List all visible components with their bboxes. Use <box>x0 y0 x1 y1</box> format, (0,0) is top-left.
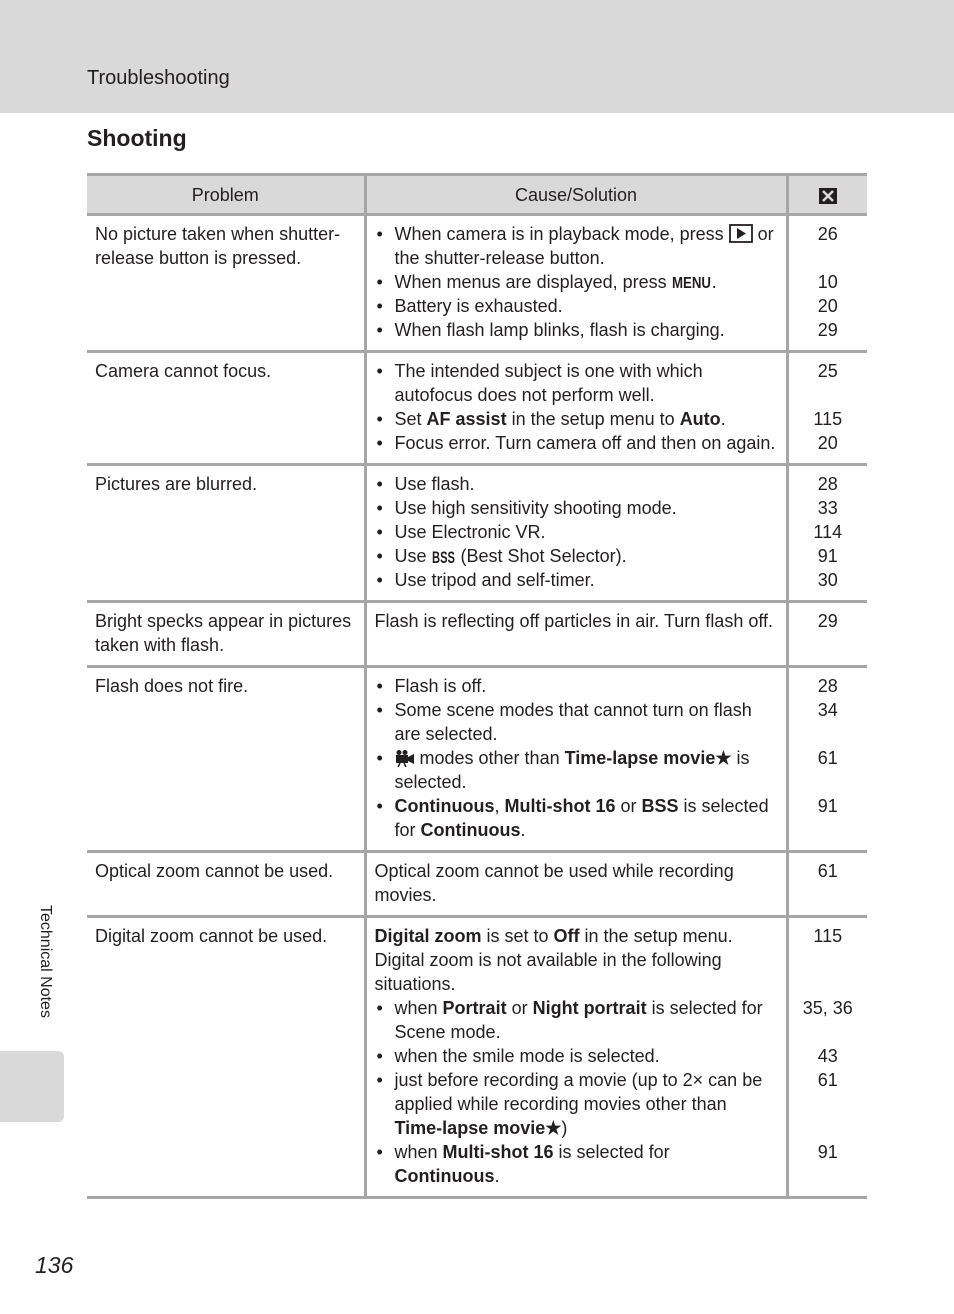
text-run: Use flash. <box>394 474 475 494</box>
table-row <box>87 917 867 1198</box>
text-run: . <box>520 820 526 840</box>
svg-text:BSS: BSS <box>431 548 455 565</box>
page-ref: 29 <box>817 320 838 340</box>
text-run: Battery is exhausted. <box>394 296 563 316</box>
page-ref: 61 <box>817 748 838 768</box>
table-row <box>87 602 867 667</box>
cause-cell <box>365 917 787 1198</box>
bold-term: Portrait <box>442 998 507 1018</box>
text-run: or <box>506 998 533 1018</box>
page-ref: 43 <box>817 1046 838 1066</box>
text-run: or <box>615 796 642 816</box>
page-ref: 114 <box>813 522 843 542</box>
problem-cell: Optical zoom cannot be used. <box>87 852 365 917</box>
list-item <box>375 1068 778 1140</box>
bss-icon <box>432 546 456 566</box>
text-run: when <box>394 998 443 1018</box>
text-run: in the setup menu to <box>506 409 680 429</box>
text-run: Flash is reflecting off particles in air. Turn flash off. <box>374 611 774 631</box>
list-item <box>375 407 778 431</box>
cause-cell <box>365 465 787 602</box>
page-ref: 20 <box>817 433 838 453</box>
bold-term: Off <box>553 926 580 946</box>
page-ref: 10 <box>817 272 838 292</box>
list-item <box>375 746 778 794</box>
column-header-page <box>787 175 867 215</box>
text-run: (Best Shot Selector). <box>455 546 627 566</box>
problem-cell: Flash does not fire. <box>87 667 365 852</box>
list-item <box>375 996 778 1044</box>
list-item <box>375 520 778 544</box>
list-item <box>375 222 778 270</box>
bold-term: Auto <box>679 409 721 429</box>
list-item <box>375 359 778 407</box>
cause-intro <box>375 859 778 907</box>
list-item <box>375 794 778 842</box>
page-ref: 61 <box>817 861 838 881</box>
text-run: Use <box>394 546 432 566</box>
cause-intro <box>375 609 778 633</box>
bold-term: Time-lapse movie★ <box>564 748 732 768</box>
bold-term: Digital zoom <box>374 926 482 946</box>
table-row <box>87 667 867 852</box>
list-item <box>375 698 778 746</box>
problem-cell: No picture taken when shutter-release button is pressed. <box>87 215 365 352</box>
page-ref: 35, 36 <box>802 998 853 1018</box>
text-run: Some scene modes that cannot turn on flash are selected. <box>394 700 752 744</box>
text-run: is selected. <box>394 748 750 792</box>
page-cell <box>787 917 867 1198</box>
bold-term: Continuous <box>394 796 495 816</box>
page-cell <box>787 215 867 352</box>
text-run: Set <box>394 409 427 429</box>
bold-term: AF assist <box>426 409 507 429</box>
text-run: Use high sensitivity shooting mode. <box>394 498 677 518</box>
list-item <box>375 294 778 318</box>
bold-term: Continuous <box>394 1166 495 1186</box>
list-item <box>375 1044 778 1068</box>
problem-cell: Camera cannot focus. <box>87 352 365 465</box>
text-run: When camera is in playback mode, press <box>394 224 729 244</box>
cause-list <box>375 472 778 592</box>
text-run: Flash is off. <box>394 676 487 696</box>
page-ref: 61 <box>817 1070 838 1090</box>
table-row <box>87 215 867 352</box>
page-ref: 26 <box>817 224 838 244</box>
cause-cell <box>365 602 787 667</box>
book-reference-icon <box>818 186 838 206</box>
table-row <box>87 465 867 602</box>
cause-cell <box>365 852 787 917</box>
page-ref: 30 <box>817 570 838 590</box>
cause-list <box>375 222 778 342</box>
column-header-problem: Problem <box>87 175 365 215</box>
list-item <box>375 431 778 455</box>
list-item <box>375 472 778 496</box>
page-ref: 20 <box>817 296 838 316</box>
page-ref: 28 <box>817 474 838 494</box>
page-cell <box>787 852 867 917</box>
text-run: ) <box>561 1118 568 1138</box>
table-header-row <box>87 175 867 215</box>
movie-icon <box>395 748 415 768</box>
page-number: 136 <box>35 1252 74 1278</box>
bold-term: Night portrait <box>532 998 647 1018</box>
page-cell <box>787 352 867 465</box>
problem-cell: Pictures are blurred. <box>87 465 365 602</box>
side-tab-label: Technical Notes <box>37 905 54 1018</box>
column-header-cause: Cause/Solution <box>365 175 787 215</box>
text-run: is selected for Scene mode. <box>394 998 763 1042</box>
troubleshooting-table <box>87 173 867 1199</box>
list-item <box>375 496 778 520</box>
text-run: Optical zoom cannot be used while recording movies. <box>374 861 734 905</box>
bold-term: Continuous <box>420 820 521 840</box>
cause-list <box>375 674 778 842</box>
header-band <box>0 0 954 113</box>
page-ref: 91 <box>817 1142 838 1162</box>
text-run: When flash lamp blinks, flash is charging. <box>394 320 725 340</box>
text-run: Use Electronic VR. <box>394 522 546 542</box>
page-cell <box>787 602 867 667</box>
page-ref: 34 <box>817 700 838 720</box>
page-ref: 91 <box>817 546 838 566</box>
bold-term: BSS <box>641 796 679 816</box>
text-run: is selected for <box>394 796 769 840</box>
side-tab <box>0 1051 64 1122</box>
list-item <box>375 568 778 592</box>
page-ref: 115 <box>813 409 843 429</box>
text-run: , <box>494 796 505 816</box>
page-ref: 33 <box>817 498 838 518</box>
cause-cell <box>365 352 787 465</box>
text-run: when the smile mode is selected. <box>394 1046 660 1066</box>
page-ref: 29 <box>817 611 838 631</box>
problem-cell: Digital zoom cannot be used. <box>87 917 365 1198</box>
page-ref: 115 <box>813 926 843 946</box>
list-item <box>375 544 778 568</box>
page-ref: 91 <box>817 796 838 816</box>
page-heading: Shooting <box>87 125 187 151</box>
text-run: just before recording a movie (up to 2× can be applied while recording movies other than <box>394 1070 763 1114</box>
svg-text:MENU: MENU <box>671 275 711 291</box>
cause-cell <box>365 215 787 352</box>
section-title: Troubleshooting <box>87 67 230 89</box>
playback-button-icon <box>729 224 753 244</box>
bold-term: Time-lapse movie★ <box>394 1118 562 1138</box>
list-item <box>375 318 778 342</box>
text-run: . <box>720 409 726 429</box>
list-item <box>375 674 778 698</box>
text-run: The intended subject is one with which autofocus does not perform well. <box>394 361 703 405</box>
page-ref: 28 <box>817 676 838 696</box>
text-run: Use tripod and self-timer. <box>394 570 595 590</box>
cause-list <box>375 359 778 455</box>
text-run: is set to <box>481 926 554 946</box>
text-run: in the setup menu. Digital zoom is not available in the following situations. <box>374 926 733 994</box>
text-run: . <box>494 1166 500 1186</box>
list-item <box>375 1140 778 1188</box>
bold-term: Multi-shot 16 <box>504 796 616 816</box>
page-cell <box>787 667 867 852</box>
table-row <box>87 352 867 465</box>
bold-term: Multi-shot 16 <box>442 1142 554 1162</box>
cause-cell <box>365 667 787 852</box>
text-run: . <box>711 272 717 292</box>
table-row <box>87 852 867 917</box>
menu-button-icon <box>672 272 712 292</box>
list-item <box>375 270 778 294</box>
text-run: When menus are displayed, press <box>394 272 672 292</box>
text-run: modes other than <box>414 748 565 768</box>
text-run: when <box>394 1142 443 1162</box>
cause-list <box>375 996 778 1188</box>
problem-cell: Bright specks appear in pictures taken with flash. <box>87 602 365 667</box>
text-run: or the shutter-release button. <box>394 224 774 268</box>
page-ref: 25 <box>817 361 838 381</box>
text-run: is selected for <box>553 1142 670 1162</box>
page-cell <box>787 465 867 602</box>
text-run: Focus error. Turn camera off and then on again. <box>394 433 776 453</box>
cause-intro <box>375 924 778 996</box>
